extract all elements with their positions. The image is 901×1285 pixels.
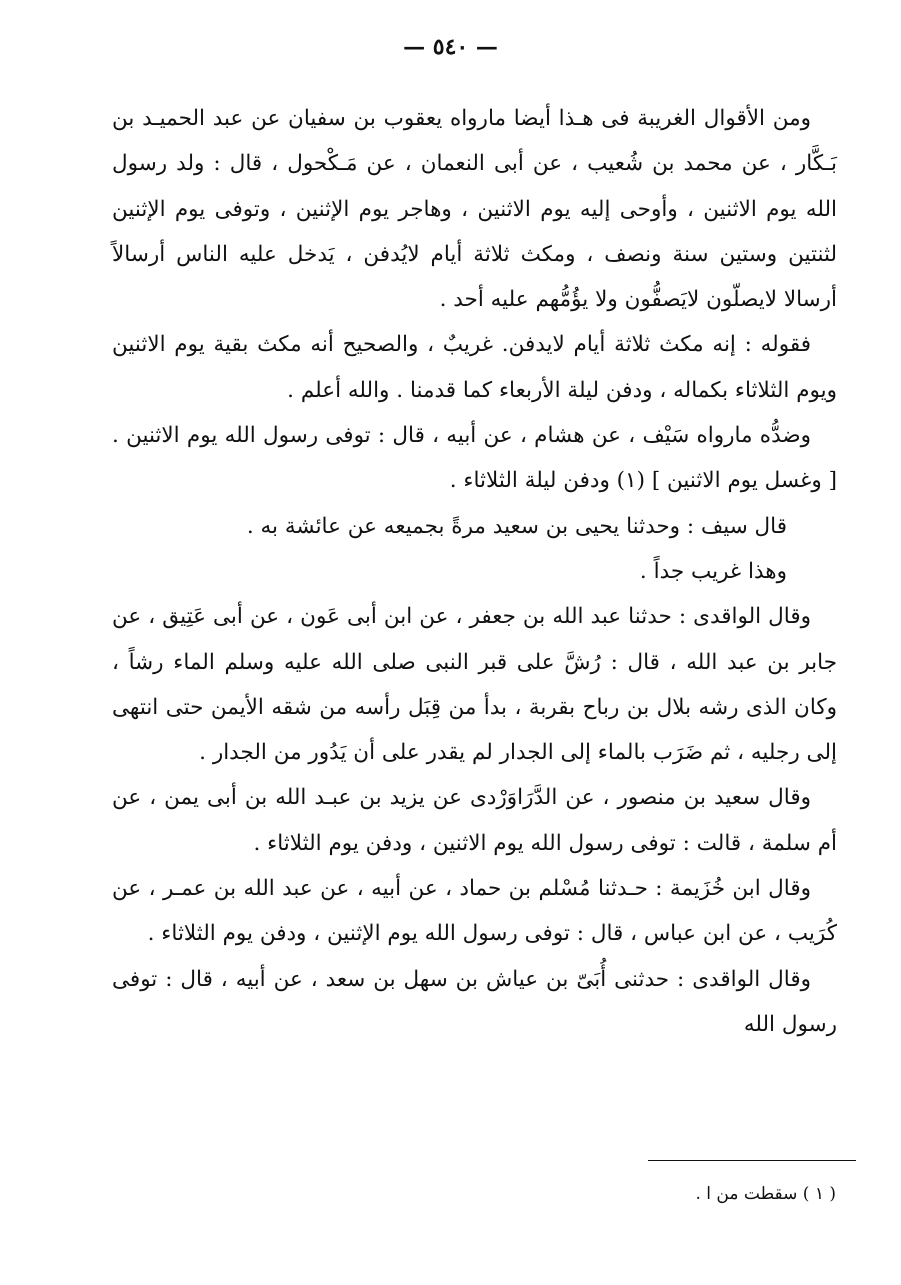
paragraph: وقال الواقدى : حدثنى أُبَىّ بن عياش بن سهل بن سعد ، عن أبيه ، قال : توفى رسول الله: [112, 966, 837, 1037]
page-number: — ٥٤٠ —: [403, 34, 498, 60]
paragraph: فقوله : إنه مكث ثلاثة أيام لايدفن. غريبٌ ، والصحيح أنه مكث بقية يوم الاثنين ويوم الثلاثاء بكماله ، ودفن ليلة الأربعاء كما قدمنا . والله أعلم .: [112, 332, 837, 403]
main-text: [112, 96, 837, 1047]
paragraph: وهذا غريب جداً .: [639, 558, 787, 584]
paragraph: وقال الواقدى : حدثنا عبد الله بن جعفر ، عن ابن أبى عَون ، عن أبى عَتِيق ، عن جابر بن عبد الله ، قال : رُشَّ على قبر النبى صلى الله عليه وسلم الماء رشاً ، وكان الذى رشه بلال بن رباح بقربة ، بدأ من قِبَل رأسه من شقه الأيمن حتى انتهى إلى رجليه ، ثم ضَرَب بالماء إلى الجدار لم يقدر على أن يَدُور من الجدار .: [112, 604, 837, 766]
paragraph: وقال سعيد بن منصور ، عن الدَّرَاوَرْدى عن يزيد بن عبـد الله بن أبى يمن ، عن أم سلمة ، قالت : توفى رسول الله يوم الاثنين ، ودفن يوم الثلاثاء .: [112, 785, 837, 856]
paragraph: ومن الأقوال الغريبة فى هـذا أيضا مارواه يعقوب بن سفيان عن عبد الحميـد بن بَـكَّار ، عن محمد بن شُعيب ، عن أبى النعمان ، عن مَـكْحول ، قال : ولد رسول الله يوم الاثنين ، وأوحى إليه يوم الاثنين ، وهاجر يوم الإثنين ، وتوفى يوم الإثنين لثنتين وستين سنة ونصف ، ومكث ثلاثة أيام لايُدفن ، يَدخل عليه الناس أرسالاً أرسالا لايصلّون لايَصفُّون ولا يؤُمُّهم عليه أحد .: [112, 106, 837, 313]
footnote: ( ١ ) سقطت من ا .: [695, 1184, 836, 1204]
paragraph: وقال ابن خُزَيمة : حـدثنا مُسْلم بن حماد ، عن أبيه ، عن عبد الله بن عمـر ، عن كُرَيب ، عن ابن عباس ، قال : توفى رسول الله يوم الإثنين ، ودفن يوم الثلاثاء .: [112, 876, 837, 947]
paragraph: قال سيف : وحدثنا يحيى بن سعيد مرةً بجميعه عن عائشة به .: [246, 513, 787, 539]
footnote-divider: [648, 1160, 856, 1161]
paragraph: وضدُّه مارواه سَيْف ، عن هشام ، عن أبيه ، قال : توفى رسول الله يوم الاثنين . [ وغسل يوم الاثنين ] (١) ودفن ليلة الثلاثاء .: [112, 423, 837, 494]
